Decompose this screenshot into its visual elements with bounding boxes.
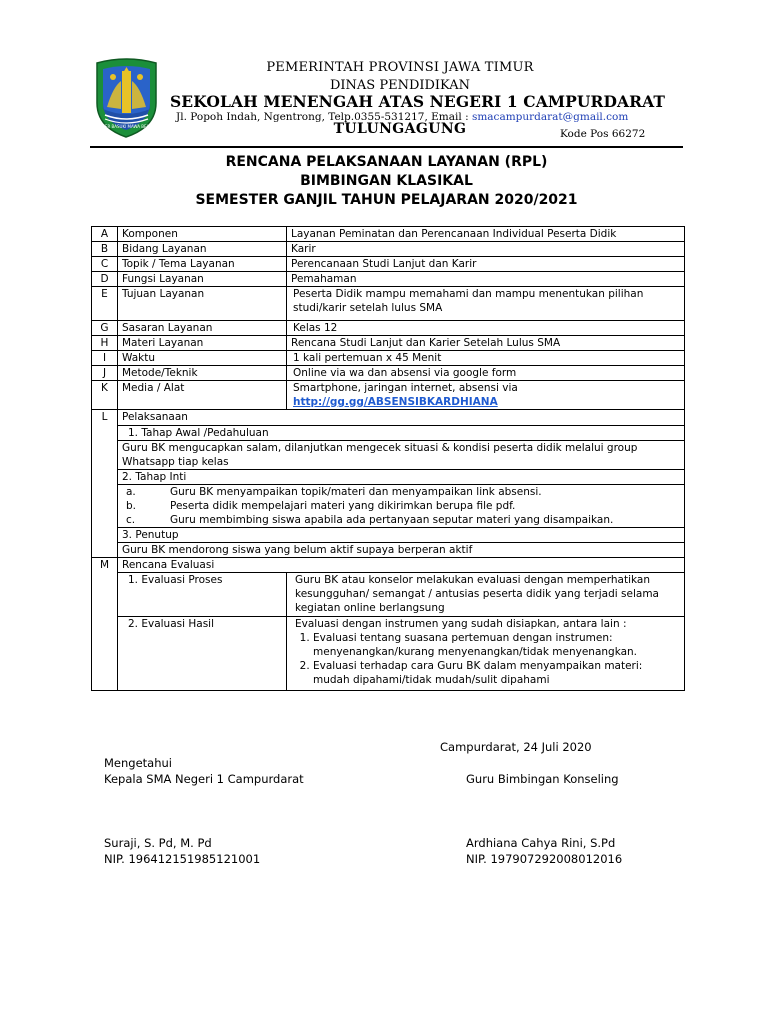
document-semester: SEMESTER GANJIL TAHUN PELAJARAN 2020/2021 <box>195 192 578 208</box>
list-item: 2. Evaluasi terhadap cara Guru BK dalam menyampaikan materi: mudah dipahami/tidak mudah/sulit dipahami <box>313 659 680 687</box>
right-nip: NIP. 197907292008012016 <box>466 852 623 866</box>
table-row <box>92 257 685 272</box>
postal-code: Kode Pos 66272 <box>560 128 646 140</box>
school-name: SEKOLAH MENENGAH ATAS NEGERI 1 CAMPURDARAT <box>170 92 666 111</box>
row-label: Pelaksanaan <box>118 410 685 426</box>
step-title: 2. Tahap Inti <box>118 470 685 485</box>
row-code: E <box>92 287 118 321</box>
row-label: Tujuan Layanan <box>118 287 287 321</box>
list-item: 1. Evaluasi tentang suasana pertemuan dengan instrumen: menyenangkan/kurang menyenangkan/tidak menyenangkan. <box>313 631 680 659</box>
list-item: b. Peserta didik mempelajari materi yang dikirimkan berupa file pdf. <box>126 500 516 512</box>
table-row <box>92 528 685 543</box>
left-role: Kepala SMA Negeri 1 Campurdarat <box>104 772 304 786</box>
table-row <box>92 558 685 573</box>
row-label: Komponen <box>118 227 287 242</box>
row-code: D <box>92 272 118 287</box>
table-row <box>92 381 685 410</box>
right-name: Ardhiana Cahya Rini, S.Pd <box>466 836 616 850</box>
row-label: Rencana Evaluasi <box>118 558 685 573</box>
school-city: TULUNGAGUNG <box>333 121 467 137</box>
table-row <box>92 543 685 558</box>
row-value <box>287 381 685 410</box>
table-row <box>92 617 685 691</box>
row-label: Waktu <box>118 351 287 366</box>
row-label: Fungsi Layanan <box>118 272 287 287</box>
plan-table <box>91 226 685 691</box>
row-label: Topik / Tema Layanan <box>118 257 287 272</box>
row-value: Karir <box>287 242 685 257</box>
row-value: 1 kali pertemuan x 45 Menit <box>287 351 685 366</box>
row-value: Kelas 12 <box>287 321 685 336</box>
eval-intro: Evaluasi dengan instrumen yang sudah disiapkan, antara lain : <box>295 618 627 630</box>
table-row <box>92 426 685 441</box>
row-label: Metode/Teknik <box>118 366 287 381</box>
department-name: DINAS PENDIDIKAN <box>329 78 471 93</box>
step-list <box>118 485 685 528</box>
step-text: Guru BK mendorong siswa yang belum aktif supaya berperan aktif <box>118 543 685 558</box>
east-java-crest-icon <box>91 57 162 139</box>
table-row <box>92 366 685 381</box>
step-text: Guru BK mengucapkan salam, dilanjutkan mengecek situasi & kondisi peserta didik melalui group Whatsapp tiap kelas <box>118 441 685 470</box>
row-code: B <box>92 242 118 257</box>
letterhead-divider <box>90 146 683 148</box>
left-name: Suraji, S. Pd, M. Pd <box>104 836 212 850</box>
table-row <box>92 573 685 617</box>
media-text: Smartphone, jaringan internet, absensi via <box>293 382 518 394</box>
document-subtitle: BIMBINGAN KLASIKAL <box>300 173 473 189</box>
table-row <box>92 321 685 336</box>
place-date: Campurdarat, 24 Juli 2020 <box>440 740 592 754</box>
government-name: PEMERINTAH PROVINSI JAWA TIMUR <box>266 60 534 75</box>
table-row <box>92 410 685 426</box>
eval-label: 2. Evaluasi Hasil <box>118 617 287 691</box>
list-item: c. Guru membimbing siswa apabila ada pertanyaan seputar materi yang disampaikan. <box>126 514 614 526</box>
table-row <box>92 242 685 257</box>
row-value: Online via wa dan absensi via google form <box>287 366 685 381</box>
email-link[interactable]: smacampurdarat@gmail.com <box>471 111 629 123</box>
step-title: 1. Tahap Awal /Pedahuluan <box>118 426 685 441</box>
list-item: a. Guru BK menyampaikan topik/materi dan menyampaikan link absensi. <box>126 486 542 498</box>
left-nip: NIP. 196412151985121001 <box>104 852 261 866</box>
eval-text: Guru BK atau konselor melakukan evaluasi dengan memperhatikan kesungguhan/ semangat / antusias peserta didik yang terjadi selama kegiatan online berlangsung <box>287 573 685 617</box>
table-row <box>92 336 685 351</box>
left-heading: Mengetahui <box>104 756 172 770</box>
table-row <box>92 470 685 485</box>
row-value: Pemahaman <box>287 272 685 287</box>
row-value: Perencanaan Studi Lanjut dan Karir <box>287 257 685 272</box>
row-label: Sasaran Layanan <box>118 321 287 336</box>
svg-text:JER BASUKI MAWA BEA: JER BASUKI MAWA BEA <box>103 124 150 129</box>
eval-text <box>287 617 685 691</box>
row-value: Peserta Didik mampu memahami dan mampu menentukan pilihan studi/karir setelah lulus SMA <box>287 287 685 321</box>
row-code: M <box>92 558 118 573</box>
right-role: Guru Bimbingan Konseling <box>466 772 619 786</box>
row-label: Bidang Layanan <box>118 242 287 257</box>
row-code: I <box>92 351 118 366</box>
table-row <box>92 351 685 366</box>
table-row <box>92 441 685 470</box>
row-code: C <box>92 257 118 272</box>
table-row <box>92 287 685 321</box>
absensi-link[interactable]: http://gg.gg/ABSENSIBKARDHIANA <box>293 396 498 408</box>
row-code: K <box>92 381 118 410</box>
row-label: Media / Alat <box>118 381 287 410</box>
row-value: Rencana Studi Lanjut dan Karier Setelah Lulus SMA <box>287 336 685 351</box>
document-title: RENCANA PELAKSANAAN LAYANAN (RPL) <box>225 154 548 170</box>
table-row <box>92 485 685 528</box>
row-code: J <box>92 366 118 381</box>
step-title: 3. Penutup <box>118 528 685 543</box>
row-value: Layanan Peminatan dan Perencanaan Individual Peserta Didik <box>287 227 685 242</box>
row-code: A <box>92 227 118 242</box>
row-code: H <box>92 336 118 351</box>
eval-label: 1. Evaluasi Proses <box>118 573 287 617</box>
address-text: Jl. Popoh Indah, Ngentrong, Telp.0355-531217, Email : <box>176 111 469 123</box>
table-row <box>92 227 685 242</box>
row-code: G <box>92 321 118 336</box>
table-row <box>92 272 685 287</box>
row-code: L <box>92 410 118 426</box>
row-label: Materi Layanan <box>118 336 287 351</box>
